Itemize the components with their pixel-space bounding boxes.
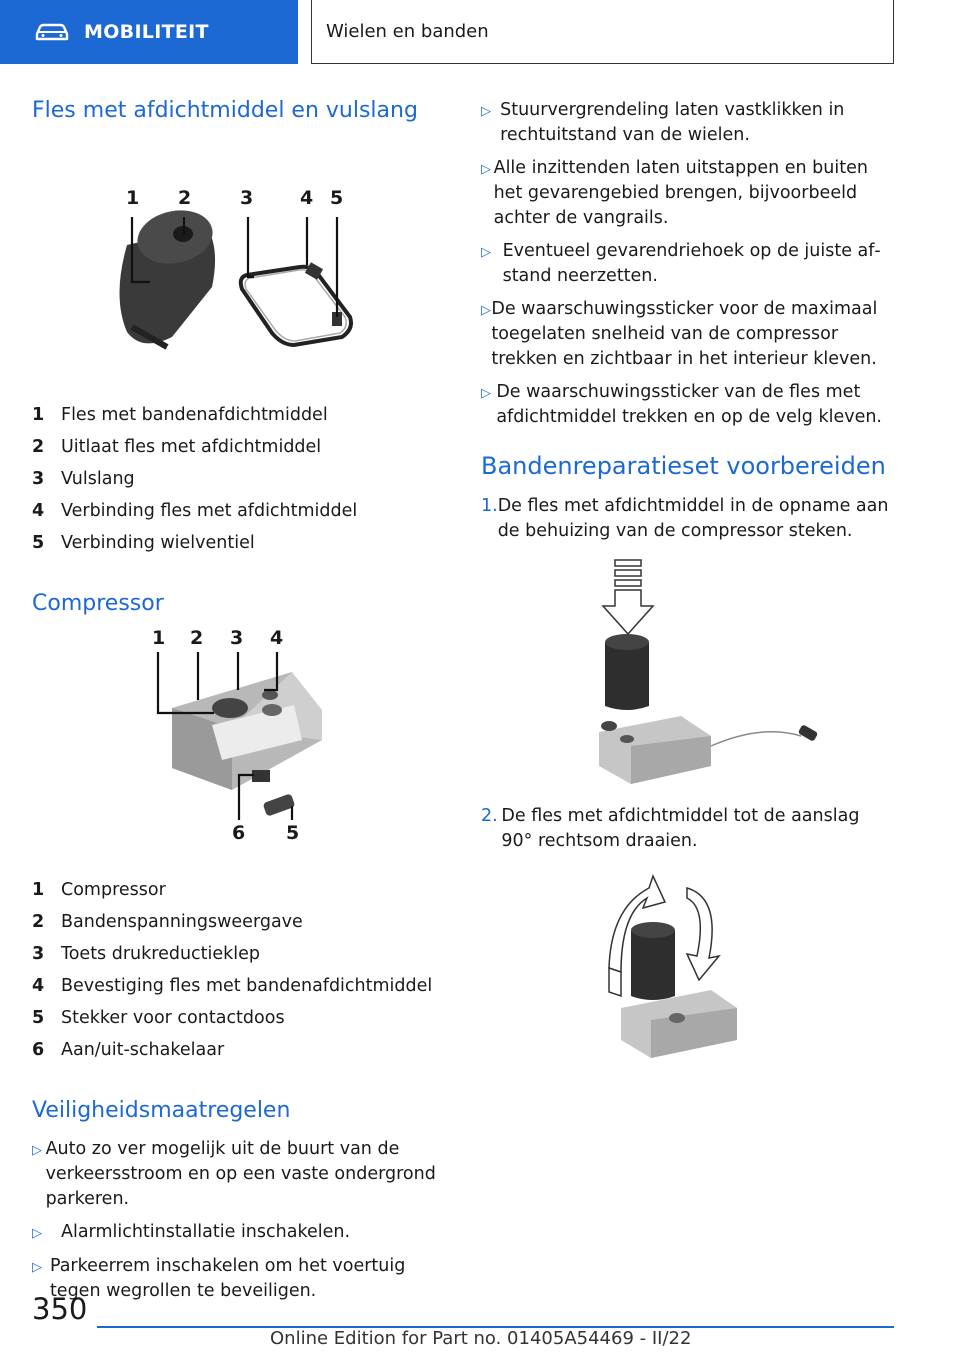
legend-text: Bevestiging fles met bandenafdichtmiddel [61,976,433,996]
legend-num: 5 [32,533,45,553]
bullet-item [32,1220,438,1246]
bullet-item [481,156,895,231]
legend-item [32,527,438,559]
bullet-item [481,380,895,430]
legend-text: Fles met bandenafdichtmiddel [61,405,328,425]
step-num: 2. [481,806,498,826]
legend-item [32,906,438,938]
edition-text: Online Edition for Part no. 01405A54469 - II/22 [270,1328,692,1349]
callout-3: 3 [230,627,244,649]
section-title-compressor: Compressor [32,591,164,616]
legend-item [32,463,438,495]
callout-4: 4 [300,187,314,209]
section-title-safety: Veiligheidsmaatregelen [32,1098,291,1123]
step-item [481,804,895,854]
callout-2: 2 [190,627,204,649]
step-item [481,494,895,544]
triangle-bullet-icon: ▷ [481,162,491,177]
prepare-steps [481,494,895,544]
left-column [32,98,438,1312]
bullet-text: Parkeerrem inschakelen om het voertuig tegen wegrollen te beveiligen. [49,1256,406,1301]
legend-text: Toets drukreductieklep [61,944,261,964]
prepare-steps-cont [481,804,895,854]
legend-text: Verbinding wielventiel [61,533,255,553]
legend-text: Compressor [61,880,166,900]
triangle-bullet-icon: ▷ [481,303,491,318]
figure-insert-bottle [481,556,895,796]
legend-num: 3 [32,469,45,489]
bullet-text: De waarschuwingssticker van de fles met afdichtmiddel trekken en op de velg kleven. [496,382,882,427]
legend-text: Vulslang [61,469,135,489]
figure-compressor [32,627,438,862]
bullet-item [481,98,895,148]
legend-num: 6 [32,1040,45,1060]
section-title-prepare: Bandenreparatieset voorbereiden [481,452,886,480]
legend-text: Bandenspanningsweergave [61,912,303,932]
triangle-bullet-icon: ▷ [481,104,491,119]
bullet-item [481,297,895,372]
rotate-bottle-illustration [481,868,895,1098]
legend-text: Uitlaat fles met afdichtmiddel [61,437,322,457]
callout-2: 2 [178,187,192,209]
legend-item [32,399,438,431]
legend-item [32,938,438,970]
bullet-text: Alarmlichtinstallatie inschakelen. [61,1222,351,1242]
bullet-text: Eventueel gevarendriehoek op de juiste afstand neerzetten. [502,241,881,286]
callout-6: 6 [232,822,246,844]
step-text: De fles met afdichtmiddel tot de aanslag 90° rechtsom draaien. [501,806,860,851]
callout-4: 4 [270,627,284,649]
page-number: 350 [32,1292,88,1326]
bullet-text: De waarschuwingssticker voor de maximaal toegelaten snelheid van de compressor trekken en zichtbaar in het interieur kleven. [491,299,878,369]
chapter-label: Wielen en banden [326,21,489,42]
callout-1: 1 [152,627,166,649]
safety-bullets-continued [481,98,895,430]
legend-text: Stekker voor contactdoos [61,1008,285,1028]
sealant-bottle-illustration [32,137,438,365]
legend-num: 1 [32,880,45,900]
chapter-tab [311,0,894,64]
legend-text: Verbinding fles met afdichtmiddel [61,501,358,521]
legend-num: 1 [32,405,45,425]
legend-item [32,1002,438,1034]
safety-bullets [32,1137,438,1304]
legend-num: 5 [32,1008,45,1028]
section-label: MOBILITEIT [84,21,209,43]
callout-5: 5 [330,187,344,209]
figure-sealant-bottle [32,137,438,365]
legend-num: 3 [32,944,45,964]
bullet-text: Alle inzittenden laten uitstappen en buiten het gevarengebied brengen, bijvoorbeeld achter de vangrails. [493,158,868,228]
legend-compressor [32,874,438,1066]
section-title-sealant: Fles met afdichtmiddel en vulslang [32,98,418,123]
triangle-bullet-icon: ▷ [32,1226,42,1241]
bullet-item [32,1254,438,1304]
bullet-item [481,239,895,289]
bullet-item [32,1137,438,1212]
step-num: 1. [481,496,498,516]
triangle-bullet-icon: ▷ [32,1143,42,1158]
legend-num: 4 [32,976,45,996]
step-text: De fles met afdichtmiddel in de opname aan de behuizing van de compressor steken. [497,496,889,541]
callout-1: 1 [126,187,140,209]
callout-3: 3 [240,187,254,209]
insert-bottle-illustration [481,556,895,796]
legend-item [32,495,438,527]
legend-item [32,431,438,463]
triangle-bullet-icon: ▷ [32,1260,42,1275]
car-icon [34,22,70,42]
legend-sealant [32,399,438,559]
legend-num: 2 [32,437,45,457]
bullet-text: Stuurvergrendeling laten vastklikken in rechtuitstand van de wielen. [500,100,845,145]
bullet-text: Auto zo ver mogelijk uit de buurt van de verkeersstroom en op een vaste ondergrond parkeren. [45,1139,436,1209]
legend-item [32,1034,438,1066]
triangle-bullet-icon: ▷ [481,386,491,401]
legend-num: 4 [32,501,45,521]
legend-item [32,874,438,906]
right-column [481,98,895,1098]
legend-text: Aan/uit-schakelaar [61,1040,225,1060]
legend-num: 2 [32,912,45,932]
figure-rotate-bottle [481,868,895,1098]
legend-item [32,970,438,1002]
triangle-bullet-icon: ▷ [481,245,491,260]
section-tab [0,0,298,64]
callout-5: 5 [286,822,300,844]
